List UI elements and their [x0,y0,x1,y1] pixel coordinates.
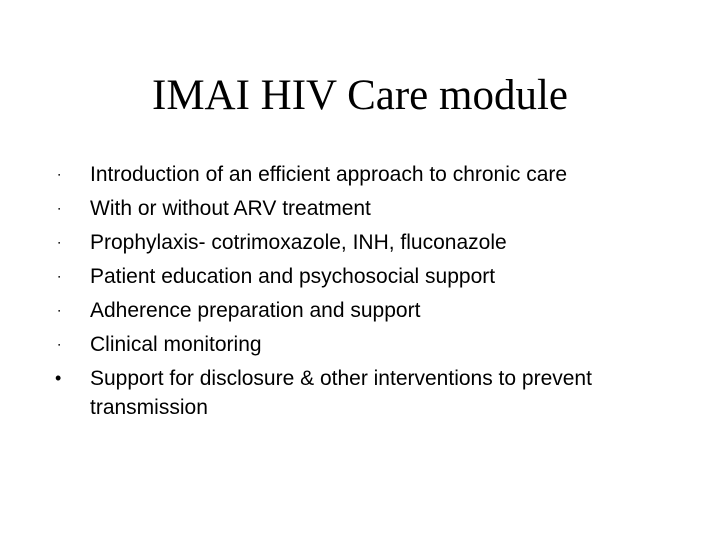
bullet-text: Adherence preparation and support [90,299,421,322]
bullet-text: Support for disclosure & other interventions to prevent transmission [90,367,592,419]
bullet-point-icon: • [55,368,62,388]
bullet-item-3 [54,228,674,257]
bullet-item-6 [54,330,674,359]
bullet-list [54,160,674,427]
bullet-point-icon: ∙ [57,336,62,353]
bullet-point-icon: ∙ [57,268,62,285]
bullet-text: Clinical monitoring [90,333,262,356]
bullet-item-7 [54,364,674,422]
bullet-text: Prophylaxis- cotrimoxazole, INH, fluconazole [90,231,507,254]
bullet-point-icon: ∙ [57,234,62,251]
bullet-item-1 [54,160,674,189]
bullet-point-icon: ∙ [57,166,62,183]
slide-title: IMAI HIV Care module [152,72,568,119]
bullet-text: Introduction of an efficient approach to chronic care [90,163,568,186]
bullet-item-5 [54,296,674,325]
bullet-point-icon: ∙ [57,200,62,217]
bullet-item-4 [54,262,674,291]
bullet-text: With or without ARV treatment [90,197,371,220]
bullet-point-icon: ∙ [57,302,62,319]
bullet-item-2 [54,194,674,223]
bullet-text: Patient education and psychosocial support [90,265,496,288]
